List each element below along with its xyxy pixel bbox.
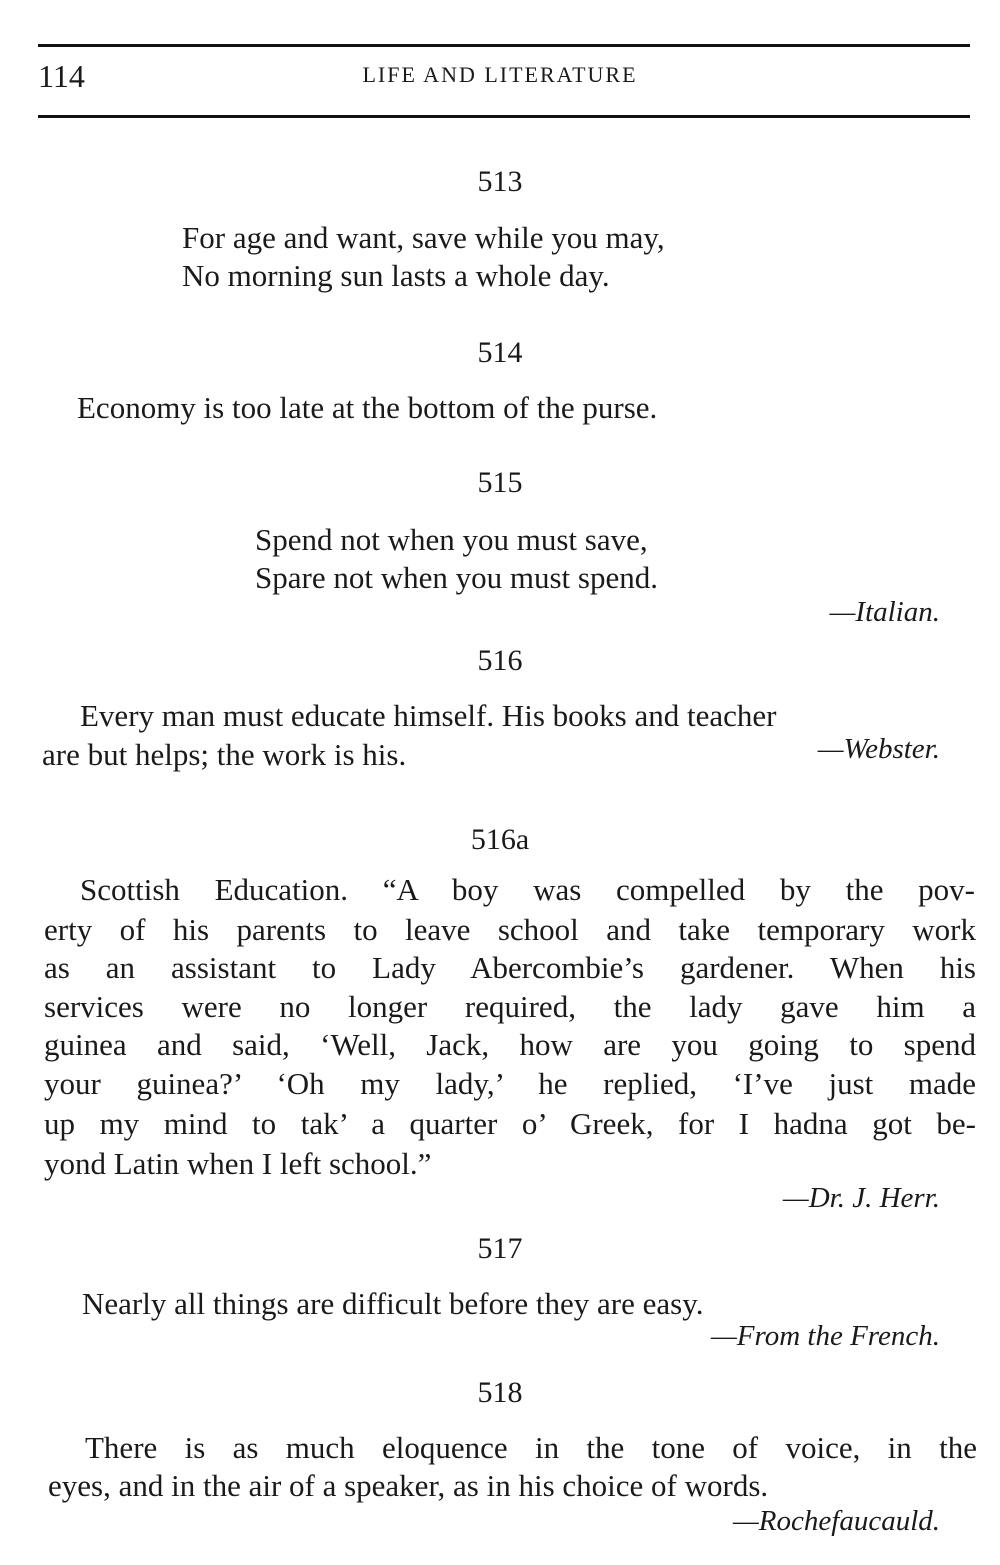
entry-516a-attribution: —Dr. J. Herr. <box>782 1182 940 1214</box>
entry-516a-line-3: as an assistant to Lady Abercombie’s gardener. When his <box>44 950 976 985</box>
entry-518-attribution: —Rochefaucauld. <box>733 1505 940 1537</box>
entry-518-line-2: eyes, and in the air of a speaker, as in his choice of words. <box>48 1468 769 1503</box>
page-number: 114 <box>38 58 85 94</box>
header-bottom-rule <box>38 115 970 118</box>
entry-517-attribution: —From the French. <box>711 1320 940 1352</box>
entry-516a-line-5: guinea and said, ‘Well, Jack, how are you going to spend <box>44 1027 976 1062</box>
entry-516a-line-7: up my mind to tak’ a quarter o’ Greek, for I hadna got be- <box>44 1106 976 1141</box>
entry-515-attribution: —Italian. <box>829 596 940 628</box>
entry-513-line-2: No morning sun lasts a whole day. <box>182 258 610 293</box>
entry-516a-line-4: services were no longer required, the lady gave him a <box>44 989 976 1024</box>
entry-516a-line-2: erty of his parents to leave school and take temporary work <box>44 912 976 947</box>
entry-number-514: 514 <box>477 336 523 369</box>
entry-516a-line-1: Scottish Education. “A boy was compelled by the pov- <box>80 872 975 907</box>
entry-number-516a: 516a <box>470 823 530 856</box>
running-title: LIFE AND LITERATURE <box>362 62 638 87</box>
entry-number-513: 513 <box>477 165 523 198</box>
entry-513-line-1: For age and want, save while you may, <box>182 220 665 255</box>
entry-516-attribution: —Webster. <box>817 733 940 765</box>
entry-516a-line-8: yond Latin when I left school.” <box>44 1146 432 1181</box>
entry-516a-line-6: your guinea?’ ‘Oh my lady,’ he replied, ‘I’ve just made <box>44 1066 976 1101</box>
entry-515-line-1: Spend not when you must save, <box>255 522 648 557</box>
entry-number-516: 516 <box>477 644 523 677</box>
entry-number-518: 518 <box>477 1376 523 1409</box>
entry-515-line-2: Spare not when you must spend. <box>255 560 658 595</box>
entry-518-line-1: There is as much eloquence in the tone of voice, in the <box>85 1430 977 1465</box>
entry-516-line-1: Every man must educate himself. His books and teacher <box>80 698 777 733</box>
header-top-rule <box>38 44 970 47</box>
entry-number-515: 515 <box>477 466 523 499</box>
entry-number-517: 517 <box>477 1232 523 1265</box>
entry-514-line-1: Economy is too late at the bottom of the purse. <box>77 390 658 425</box>
entry-517-line-1: Nearly all things are difficult before they are easy. <box>82 1286 704 1321</box>
entry-516-line-2: are but helps; the work is his. <box>42 737 407 772</box>
